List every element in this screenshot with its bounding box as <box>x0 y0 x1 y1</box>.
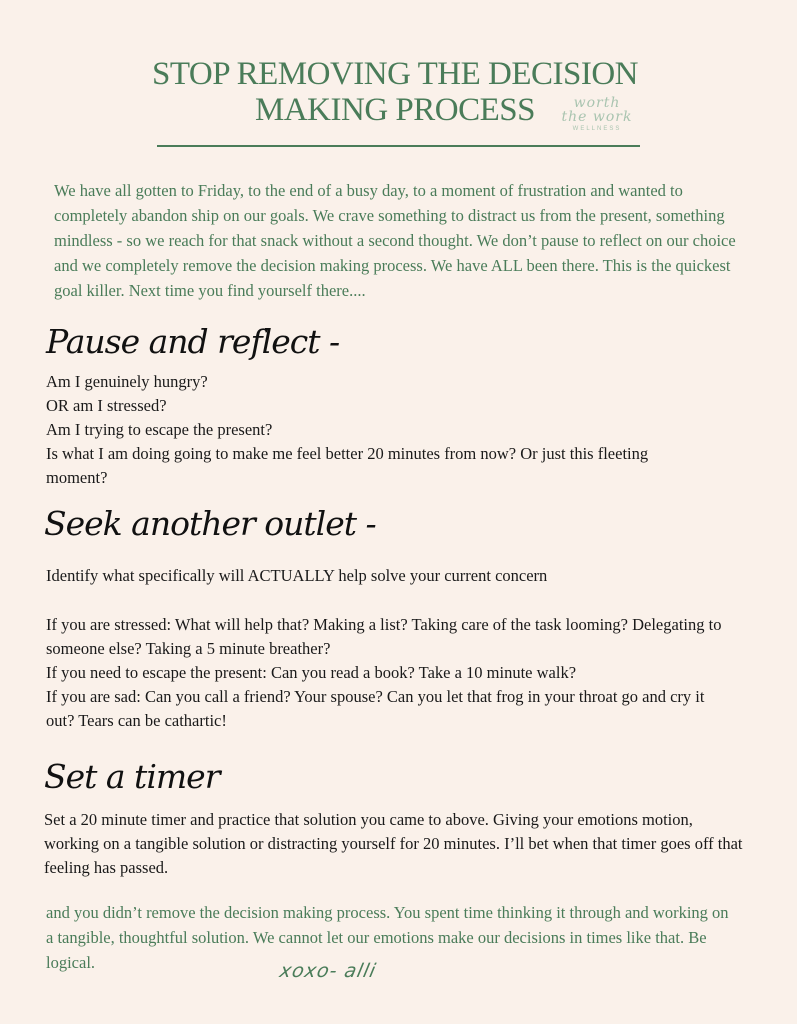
list-item: If you are sad: Can you call a friend? Your spouse? Can you let that frog in your throat go and cry it out? Tears can be cathartic! <box>46 687 705 730</box>
list-item: Am I trying to escape the present? <box>46 420 273 439</box>
page-title-line-2: MAKING PROCESS <box>255 92 535 128</box>
intro-paragraph: We have all gotten to Friday, to the end of a busy day, to a moment of frustration and wanted to completely abandon ship on our goals. We crave something to distract us from the present, something mindless - so we reach for that snack without a second thought. We don’t pause to reflect on our choice and we completely remove the decision making process. We have ALL been there. This is the quickest goal killer. Next time you find yourself there.... <box>54 181 736 300</box>
section-heading-pause: Pause and reflect - <box>46 322 340 361</box>
timer-paragraph: Set a 20 minute timer and practice that solution you came to above. Giving your emotions motion, working on a tangible solution or distracting yourself for 20 minutes. I’ll bet when that timer goes off that feeling has passed. <box>44 810 743 877</box>
outlet-intro: Identify what specifically will ACTUALLY help solve your current concern <box>46 566 548 585</box>
list-item: Is what I am doing going to make me feel better 20 minutes from now? Or just this fleeting moment? <box>46 444 649 487</box>
outlet-options-list <box>46 613 736 733</box>
signature: xoxo- alli <box>277 960 379 982</box>
closing-paragraph: and you didn’t remove the decision making process. You spent time thinking it through and working on a tangible, thoughtful solution. We cannot let our emotions make our decisions in times like that. Be logical. <box>46 903 729 972</box>
title-divider <box>157 145 640 147</box>
brand-logo <box>552 96 642 136</box>
list-item: OR am I stressed? <box>46 396 167 415</box>
logo-line-2: the work <box>561 109 633 125</box>
logo-line-1: worth <box>573 95 621 111</box>
list-item: Am I genuinely hungry? <box>46 372 208 391</box>
section-heading-timer: Set a timer <box>44 757 220 796</box>
page-title-line-1: STOP REMOVING THE DECISION <box>152 56 638 92</box>
list-item: If you need to escape the present: Can you read a book? Take a 10 minute walk? <box>46 663 577 682</box>
logo-line-3: WELLNESS <box>572 126 622 132</box>
list-item: If you are stressed: What will help that? Making a list? Taking care of the task looming? Delegating to someone else? Taking a 5 minute breather? <box>46 615 722 658</box>
pause-questions-list <box>46 370 746 490</box>
section-heading-outlet: Seek another outlet - <box>44 504 376 543</box>
